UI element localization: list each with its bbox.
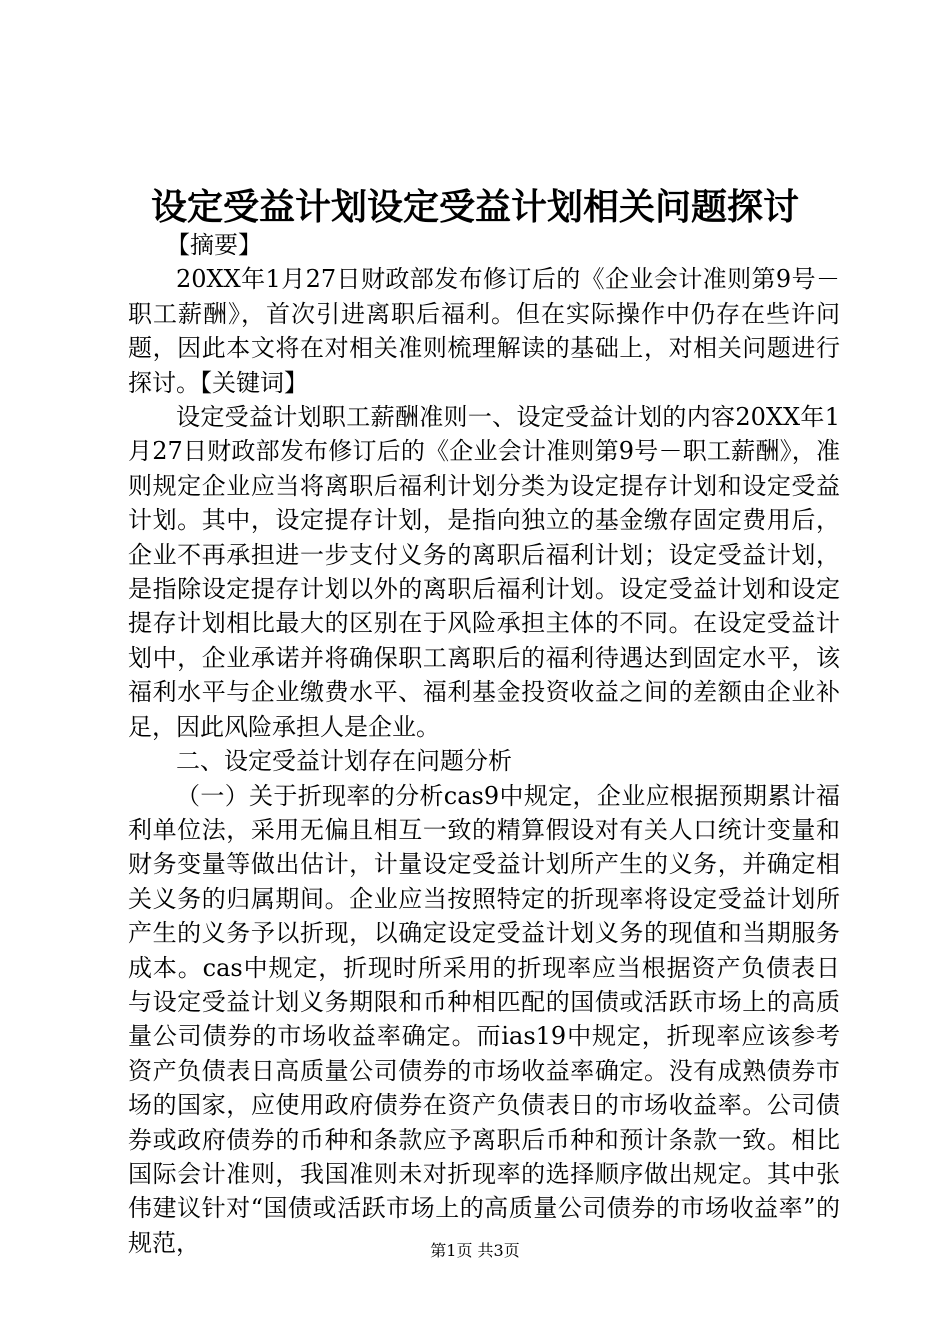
page-footer: 第1页 共3页	[430, 1241, 520, 1260]
paragraph-discount-rate: （一）关于折现率的分析cas9中规定，企业应根据预期累计福利单位法，采用无偏且相互一致的精算假设对有关人口统计变量和财务变量等做出估计，计量设定受益计划所产生的义务，并确定相关义务的归属期间。企业应当按照特定的折现率将设定受益计划所产生的义务予以折现，以确定设定受益计划义务的现值和当期服务成本。cas中规定，折现时所采用的折现率应当根据资产负债表日与设定受益计划义务期限和币种相匹配的国债或活跃市场上的高质量公司债券的市场收益率确定。而ias19中规定，折现率应该参考资产负债表日高质量公司债券的市场收益率确定。没有成熟债券市场的国家，应使用政府债券在资产负债表日的市场收益率。公司债券或政府债券的币种和条款应予离职后币种和预计条款一致。相比国际会计准则，我国准则未对折现率的选择顺序做出规定。其中张伟建议针对“国债或活跃市场上的高质量公司债券的市场收益率”的规范，	[128, 781, 840, 1257]
document-title: 设定受益计划设定受益计划相关问题探讨	[150, 187, 799, 228]
paragraph-section-one: 设定受益计划职工薪酬准则一、设定受益计划的内容20XX年1月27日财政部发布修订后的《企业会计准则第9号－职工薪酬》，准则规定企业应当将离职后福利计划分类为设定提存计划和设定受益计划。其中，设定提存计划，是指向独立的基金缴存固定费用后，企业不再承担进一步支付义务的离职后福利计划；设定受益计划，是指除设定提存计划以外的离职后福利计划。设定受益计划和设定提存计划相比最大的区别在于风险承担主体的不同。在设定受益计划中，企业承诺并将确保职工离职后的福利待遇达到固定水平，该福利水平与企业缴费水平、福利基金投资收益之间的差额由企业补足，因此风险承担人是企业。	[128, 403, 840, 741]
document-body	[128, 228, 840, 1260]
paragraph-abstract: 20XX年1月27日财政部发布修订后的《企业会计准则第9号－职工薪酬》，首次引进离职后福利。但在实际操作中仍存在些许问题，因此本文将在对相关准则梳理解读的基础上，对相关问题进行探讨。【关键词】	[128, 265, 840, 397]
section-heading-two: 二、设定受益计划存在问题分析	[176, 747, 512, 776]
abstract-label: 【摘要】	[166, 231, 262, 259]
